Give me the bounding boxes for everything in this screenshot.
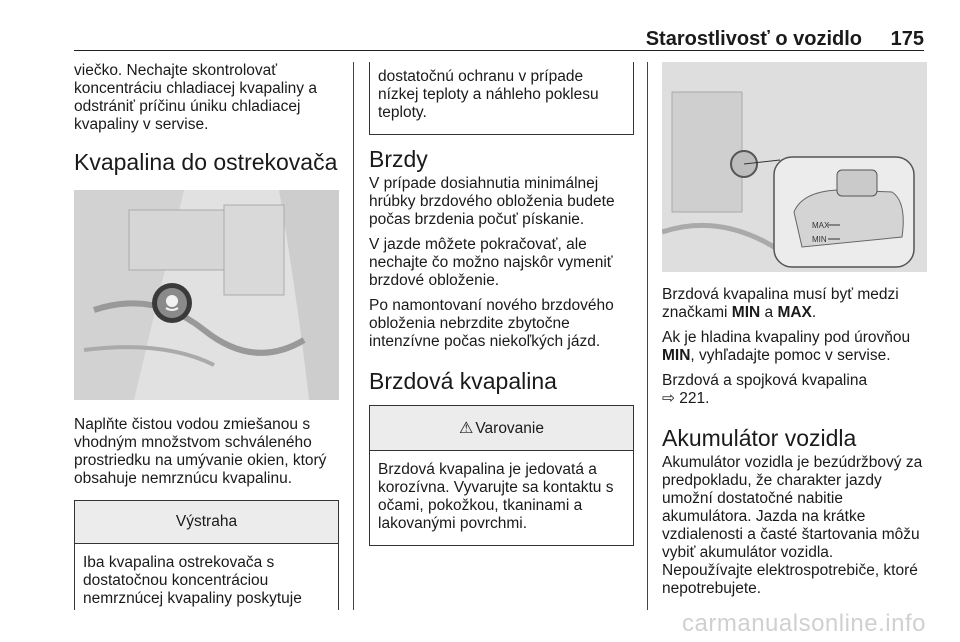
notice-title: Výstraha [75,501,338,544]
warning-box [369,405,634,546]
notice-box-continued [369,62,634,135]
intro-paragraph: viečko. Nechajte skontrolovať koncentráciu chladiacej kvapaliny a odstrániť príčinu úniku chladiacej kvapaliny v servise. [74,62,317,133]
warning-icon: ⚠ [459,420,474,437]
brake-fluid-reference: Brzdová a spojková kvapalina ⇨ 221. [662,372,868,407]
column-divider-1 [353,62,354,610]
min-label: MIN [731,304,761,321]
notice-text: Iba kvapalina ostrekovača s dostatočnou koncentráciou nemrznúcej kvapaliny poskytuje [83,554,302,607]
warning-title: Varovanie [475,420,544,437]
page-number: 175 [890,28,924,50]
warning-text: Brzdová kvapalina je jedovatá a korozívna. Vyvarujte sa kontaktu s očami, pokožkou, tkaninami a lakovanými povrchmi. [378,461,614,532]
page-reference-icon: ⇨ [662,390,675,407]
notice-text-continued: dostatočnú ochranu v prípade nízkej teploty a náhleho poklesu teploty. [378,68,599,121]
column-3 [662,62,927,605]
brake-reservoir-illustration [662,62,927,272]
heading-vehicle-battery: Akumulátor vozidla [662,425,857,451]
brakes-paragraph-3: Po namontovaní nového brzdového obloženia nebrzdite zbytočne intenzívne počas niekoľkých jázd. [369,297,614,350]
brake-fluid-level-text: Brzdová kvapalina musí byť medzi značkami MIN a MAX. [662,286,899,321]
washer-fluid-text: Naplňte čistou vodou zmiešanou s vhodným množstvom schváleného prostriedku na umývanie okien, ktorý obsahuje nemrznúcu kvapalinu. [74,416,327,487]
section-title: Starostlivosť o vozidlo [645,28,862,50]
min-mark: MIN [812,235,827,244]
min-label: MIN [662,347,691,364]
brake-fluid-low-text: Ak je hladina kvapaliny pod úrovňou MIN, vyhľadajte pomoc v servise. [662,329,911,364]
column-divider-2 [647,62,648,610]
heading-washer-fluid: Kvapalina do ostrekovača [74,149,338,175]
warning-header [370,406,633,451]
column-2 [369,62,634,546]
warning-body [370,451,633,545]
heading-brakes: Brzdy [369,146,428,172]
engine-bay-illustration [74,190,339,400]
notice-body [75,544,338,610]
heading-brake-fluid: Brzdová kvapalina [369,368,557,394]
page-header [0,0,960,50]
washer-fluid-figure [74,190,339,400]
notice-box [74,500,339,610]
max-mark: MAX [812,221,830,230]
brake-fluid-figure [662,62,927,272]
notice-body-continued [370,62,633,134]
page-reference-link[interactable]: 221. [675,390,710,407]
battery-paragraph-1: Akumulátor vozidla je bezúdržbový za predpokladu, že charakter jazdy umožní dostatočné nabitie akumulátora. Jazda na krátke vzdialenosti a časté štartovania môžu vybiť akumulátor vozidla. [662,454,923,561]
brakes-paragraph-2: V jazde môžete pokračovať, ale nechajte čo možno najskôr vymeniť brzdové obloženie. [369,236,613,289]
battery-paragraph-2: Nepoužívajte elektrospotrebiče, ktoré nepotrebujete. [662,562,918,597]
watermark: carmanualsonline.info [682,610,926,637]
column-1 [74,62,339,610]
header-rule [74,50,924,51]
brakes-paragraph-1: V prípade dosiahnutia minimálnej hrúbky brzdového obloženia budete počas brzdenia počuť pískanie. [369,175,615,228]
max-label: MAX [777,304,812,321]
